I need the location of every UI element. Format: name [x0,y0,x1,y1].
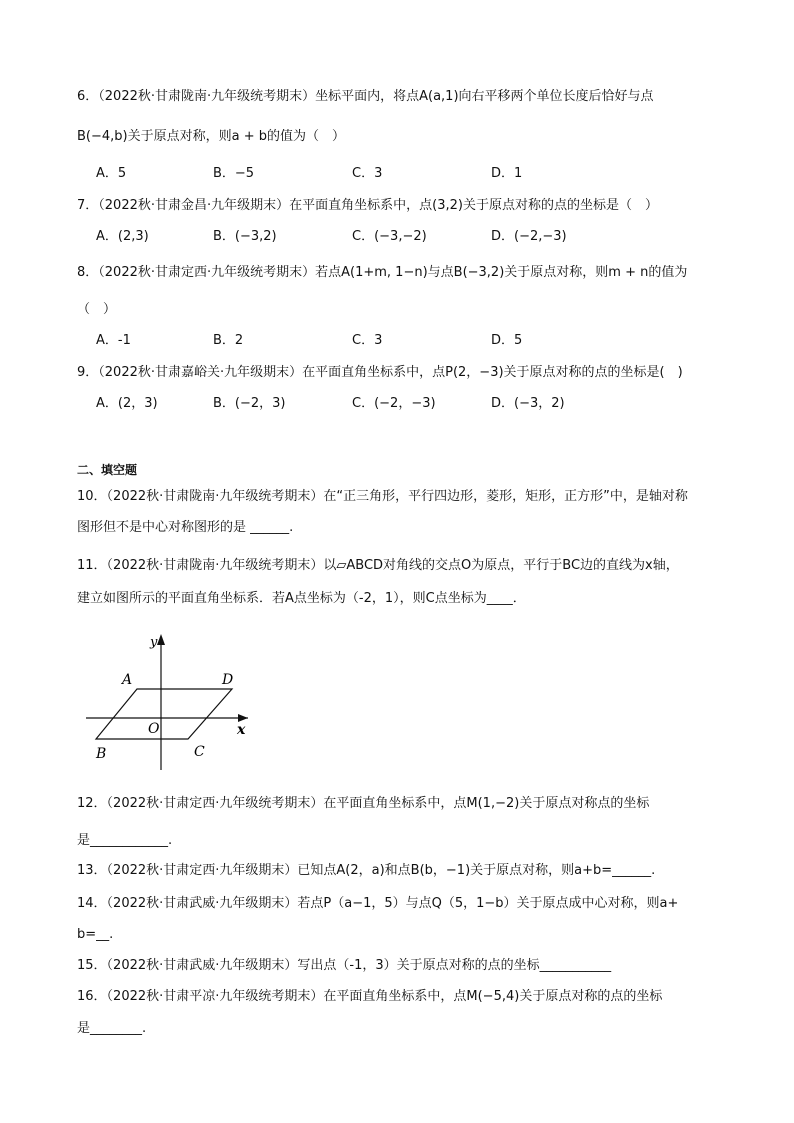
x-axis-label: x [237,722,246,738]
q6-stem-line2: B(−4,b)关于原点对称，则a + b的值为（ ） [77,129,345,144]
q6-option-a[interactable]: A．5 [96,166,127,181]
q8-stem-line1: 8．（2022秋·甘肃定西·九年级统考期末）若点A(1+m, 1−n)与点B(−3,2)关于原点对称，则m + n的值为 [77,265,688,280]
q9-option-b[interactable]: B．(−2，3) [213,396,286,411]
q12-stem-line2: 是____________. [77,833,173,848]
q8-options [96,332,736,350]
q11-stem-line2: 建立如图所示的平面直角坐标系．若A点坐标为（-2，1），则C点坐标为____． [77,591,526,606]
y-axis-arrow-icon [157,634,165,645]
q10-stem-line2: 图形但不是中心对称图形的是 ______. [77,520,294,535]
q8-option-a[interactable]: A．-1 [96,333,131,348]
q11-stem-line1: 11．（2022秋·甘肃陇南·九年级统考期末）以▱ABCD对角线的交点O为原点，平行于BC边的直线为x轴， [77,558,679,573]
x-axis-arrow-icon [238,714,248,722]
q6-stem-line1: 6．（2022秋·甘肃陇南·九年级统考期末）坐标平面内，将点A(a,1)向右平移两个单位长度后恰好与点 [77,89,654,104]
q7-option-b[interactable]: B．(−3,2) [213,229,277,244]
q14-stem-line2: b=__. [77,927,114,942]
q16-stem-line1: 16．（2022秋·甘肃平凉·九年级统考期末）在平面直角坐标系中，点M(−5,4)关于原点对称的点的坐标 [77,989,663,1004]
q13-stem-line1: 13．（2022秋·甘肃定西·九年级期末）已知点A(2，a)和点B(b，−1)关于原点对称，则a+b=______. [77,863,656,878]
q7-stem-line1: 7．（2022秋·甘肃金昌·九年级期末）在平面直角坐标系中，点(3,2)关于原点对称的点的坐标是（ ） [77,198,658,213]
q7-option-c[interactable]: C．(−3,−2) [352,229,427,244]
point-b-label: B [96,746,107,762]
parallelogram-abcd [96,689,232,739]
q6-options [96,165,736,183]
q9-stem-line1: 9．（2022秋·甘肃嘉峪关·九年级期末）在平面直角坐标系中，点P(2，−3)关于原点对称的点的坐标是( ) [77,365,683,380]
q9-option-c[interactable]: C．(−2，−3) [352,396,436,411]
q12-stem-line1: 12．（2022秋·甘肃定西·九年级统考期末）在平面直角坐标系中，点M(1,−2)关于原点对称点的坐标 [77,796,650,811]
q9-option-d[interactable]: D．(−3，2) [491,396,565,411]
origin-o-label: O [148,721,160,737]
q8-option-b[interactable]: B．2 [213,333,244,348]
q9-option-a[interactable]: A．(2，3) [96,396,158,411]
parallelogram-coordinate-figure [84,630,254,775]
q7-option-a[interactable]: A．(2,3) [96,229,149,244]
q7-option-d[interactable]: D．(−2,−3) [491,229,567,244]
q8-stem-line2: （ ） [77,302,117,317]
q8-option-c[interactable]: C．3 [352,333,383,348]
q8-option-d[interactable]: D．5 [491,333,523,348]
q16-stem-line2: 是________. [77,1021,147,1036]
q6-option-d[interactable]: D．1 [491,166,523,181]
point-d-label: D [222,672,234,688]
q6-option-b[interactable]: B．−5 [213,166,255,181]
q6-option-c[interactable]: C．3 [352,166,383,181]
point-c-label: C [194,744,205,760]
q14-stem-line1: 14．（2022秋·甘肃武威·九年级期末）若点P（a−1，5）与点Q（5，1−b）关于原点成中心对称，则a+ [77,896,679,911]
q15-stem-line1: 15．（2022秋·甘肃武威·九年级期末）写出点（-1，3）关于原点对称的点的坐标___________ [77,958,612,973]
q9-options [96,395,736,413]
point-a-label: A [122,672,133,688]
section-heading-fill-in: 二、填空题 [77,463,138,477]
q10-stem-line1: 10．（2022秋·甘肃陇南·九年级统考期末）在“正三角形，平行四边形，菱形，矩形，正方形”中，是轴对称 [77,489,688,504]
q7-options [96,228,736,246]
y-axis-label: y [150,635,158,650]
